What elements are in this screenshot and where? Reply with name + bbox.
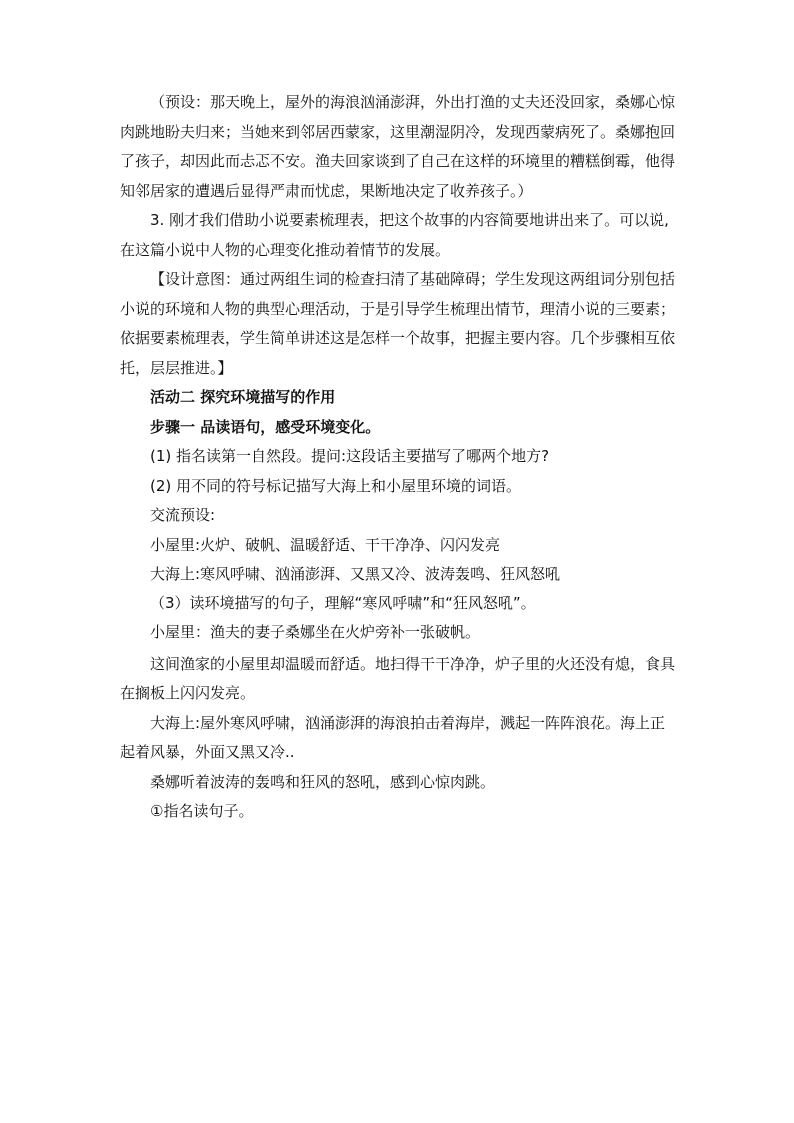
step-3-paragraph: 3. 刚才我们借助小说要素梳理表，把这个故事的内容简要地讲出来了。可以说,在这篇小说中人物的心理变化推动着情节的发展。 xyxy=(120,211,669,259)
sea-words-paragraph: 大海上:寒风呼啸、汹涌澎湃、又黑又冷、波涛轰鸣、狂风怒吼 xyxy=(150,565,561,583)
preset-paragraph: （预设：那天晚上，屋外的海浪汹涌澎湃，外出打渔的丈夫还没回家，桑娜心惊肉跳地盼夫归来；当她来到邻居西蒙家，这里潮湿阴冷，发现西蒙病死了。桑娜抱回了孩子，却因此而忐忑不安。渔夫回家谈到了自己在这样的环境里的糟糕倒霉，他得知邻居家的遭遇后显得严肃而忧虑，果断地决定了收养孩子。） xyxy=(120,93,676,200)
exchange-preset-label: 交流预设: xyxy=(150,506,216,524)
read-sentence-instruction: ①指名读句子。 xyxy=(150,802,254,820)
task-2-paragraph: (2) 用不同的符号标记描写大海上和小屋里环境的词语。 xyxy=(150,476,522,495)
task-1-paragraph: (1) 指名读第一自然段。提问:这段话主要描写了哪两个地方? xyxy=(150,447,550,465)
sea-sentence-paragraph: 大海上:屋外寒风呼啸，汹涌澎湃的海浪拍击着海岸，溅起一阵阵浪花。海上正起着风暴，外面又黑又冷.. xyxy=(120,713,666,761)
cabin-sentence-paragraph: 小屋里：渔夫的妻子桑娜坐在火炉旁补一张破帆。 xyxy=(150,622,481,641)
cabin-description-paragraph: 这间渔家的小屋里却温暖而舒适。地扫得干干净净，炉子里的火还没有熄，食具在搁板上闪闪发亮。 xyxy=(120,654,676,702)
activity-two-heading: 活动二 探究环境描写的作用 xyxy=(150,388,336,406)
sangna-sentence-paragraph: 桑娜听着波涛的轰鸣和狂风的怒吼，感到心惊肉跳。 xyxy=(150,772,496,791)
step-one-heading: 步骤一 品读语句，感受环境变化。 xyxy=(150,417,381,436)
design-intent-paragraph: 【设计意图：通过两组生词的检查扫清了基础障碍；学生发现这两组词分别包括小说的环境和人物的典型心理活动，于是引导学生梳理出情节，理清小说的三要素；依据要素梳理表，学生简单讲述这是怎样一个故事，把握主要内容。几个步骤相互依托，层层推进。】 xyxy=(120,270,676,377)
task-3-paragraph: （3）读环境描写的句子，理解“寒风呼啸”和“狂风怒吼”。 xyxy=(150,593,536,612)
cabin-words-paragraph: 小屋里:火炉、破帆、温暖舒适、干干净净、闪闪发亮 xyxy=(150,535,501,554)
document-body xyxy=(120,88,680,827)
